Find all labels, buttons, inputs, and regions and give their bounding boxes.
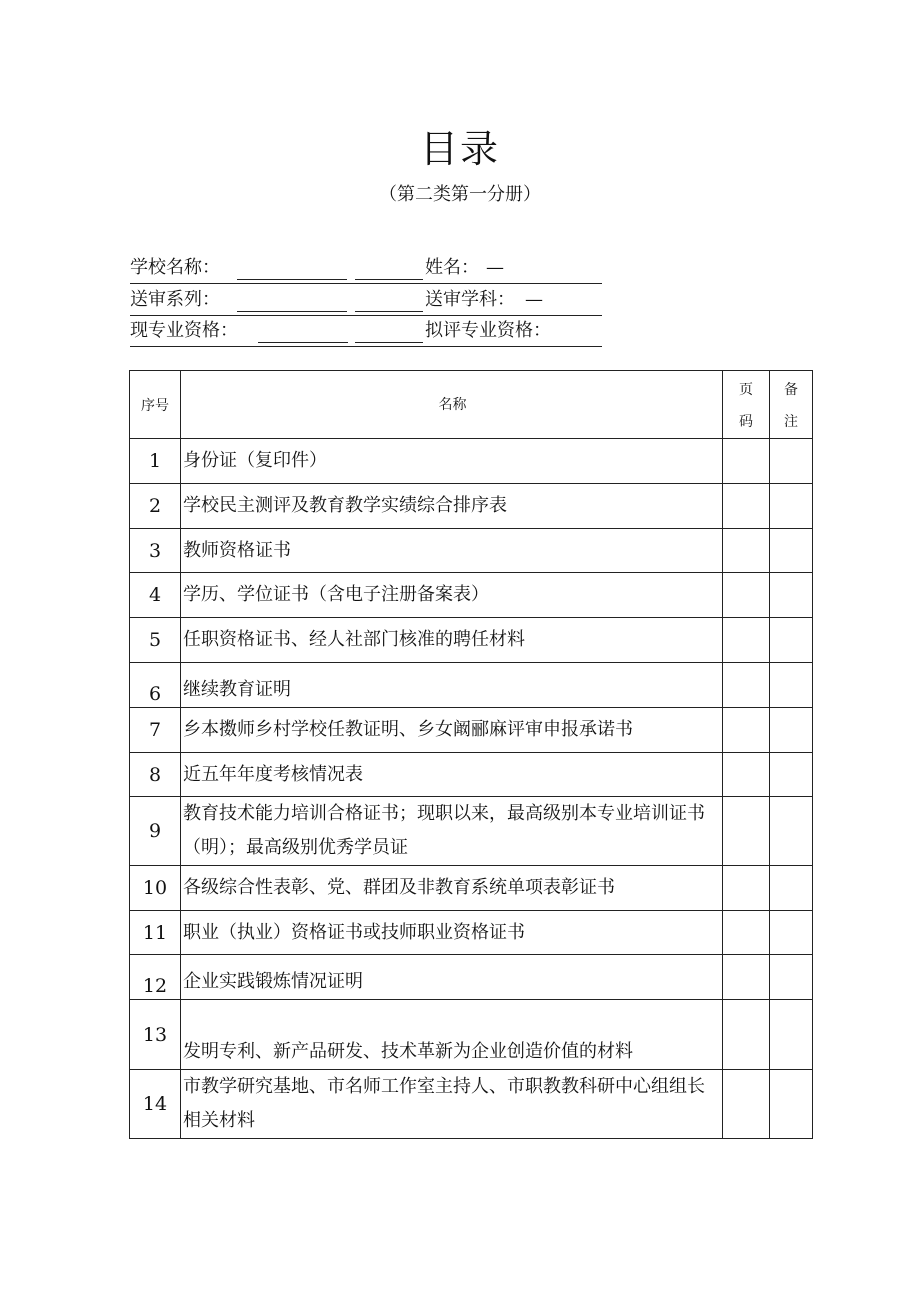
table-row (130, 529, 813, 573)
row-num: 12 (130, 955, 181, 1000)
table-row (130, 753, 813, 797)
table-row (130, 955, 813, 1000)
row-num: 13 (130, 1000, 181, 1070)
row-num: 4 (130, 573, 181, 618)
proposed-qualification-label: 拟评专业资格： (425, 320, 551, 341)
row-name: 各级综合性表彰、党、群团及非教育系统单项表彰证书 (181, 866, 723, 911)
row-page-cell (723, 1000, 770, 1070)
row-note-cell (770, 708, 813, 753)
row-page-cell (723, 797, 770, 866)
header-page-char-1: 页 (739, 381, 753, 398)
row-note-cell (770, 1000, 813, 1070)
row-page-cell (723, 866, 770, 911)
row-name: 学历、学位证书（含电子注册备案表） (181, 573, 723, 618)
row-name: 学校民主测评及教育教学实绩综合排序表 (181, 484, 723, 529)
row-page-cell (723, 753, 770, 797)
row-num: 9 (130, 797, 181, 866)
subject-value: — (525, 289, 543, 310)
header-num: 序号 (130, 371, 181, 439)
document-title: 目录 (419, 127, 500, 171)
row-page-cell (723, 618, 770, 663)
header-page (723, 371, 770, 439)
row-name: 市教学研究基地、市名师工作室主持人、市职教教科研中心组组长相关材料 (181, 1070, 723, 1139)
row-note-cell (770, 618, 813, 663)
table-row (130, 618, 813, 663)
row-name: 教师资格证书 (181, 529, 723, 573)
header-note-char-2: 注 (784, 413, 798, 430)
school-blank-2 (355, 279, 423, 280)
current-blank-1 (258, 342, 348, 343)
series-blank-1 (237, 311, 347, 312)
name-label: 姓名： (425, 257, 479, 278)
table-row (130, 866, 813, 911)
row-name: 乡本擞师乡村学校任教证明、乡女阚郦麻评审申报承诺书 (181, 708, 723, 753)
school-blank-1 (237, 279, 347, 280)
series-blank-2 (355, 311, 423, 312)
row-num: 3 (130, 529, 181, 573)
name-value: — (486, 257, 504, 278)
row-page-cell (723, 911, 770, 955)
row-name: 企业实践锻炼情况证明 (181, 955, 723, 1000)
contents-table (129, 370, 813, 1139)
row-page-cell (723, 439, 770, 484)
row-name: 继续教育证明 (181, 663, 723, 708)
row-num: 6 (130, 663, 181, 708)
row-note-cell (770, 573, 813, 618)
table-row (130, 484, 813, 529)
row-page-cell (723, 663, 770, 708)
row-page-cell (723, 708, 770, 753)
row-name: 任职资格证书、经人社部门核准的聘任材料 (181, 618, 723, 663)
row-note-cell (770, 911, 813, 955)
row-note-cell (770, 797, 813, 866)
row-page-cell (723, 529, 770, 573)
series-label: 送审系列： (130, 289, 220, 310)
header-name: 名称 (181, 371, 723, 439)
info-line-series (130, 285, 602, 316)
table-row (130, 797, 813, 866)
table-row (130, 708, 813, 753)
row-page-cell (723, 484, 770, 529)
row-num: 8 (130, 753, 181, 797)
table-header-row (130, 371, 813, 439)
table-row (130, 573, 813, 618)
row-num: 10 (130, 866, 181, 911)
row-num: 14 (130, 1070, 181, 1139)
table-row (130, 663, 813, 708)
info-line-qualification (130, 316, 602, 347)
current-blank-2 (355, 342, 423, 343)
table-row (130, 1000, 813, 1070)
document-subtitle: （第二类第一分册） (379, 184, 541, 205)
table-row (130, 1070, 813, 1139)
row-name: 职业（执业）资格证书或技师职业资格证书 (181, 911, 723, 955)
row-name: 教育技术能力培训合格证书；现职以来，最高级别本专业培训证书（明）；最高级别优秀学员证 (181, 797, 723, 866)
row-page-cell (723, 1070, 770, 1139)
row-num: 11 (130, 911, 181, 955)
row-note-cell (770, 1070, 813, 1139)
row-num: 1 (130, 439, 181, 484)
row-page-cell (723, 955, 770, 1000)
row-note-cell (770, 529, 813, 573)
row-note-cell (770, 753, 813, 797)
row-num: 2 (130, 484, 181, 529)
header-note-char-1: 备 (784, 381, 798, 398)
row-note-cell (770, 439, 813, 484)
current-qualification-label: 现专业资格： (130, 320, 238, 341)
row-note-cell (770, 663, 813, 708)
row-note-cell (770, 866, 813, 911)
row-name: 身份证（复印件） (181, 439, 723, 484)
row-note-cell (770, 955, 813, 1000)
row-num: 7 (130, 708, 181, 753)
subject-label: 送审学科： (425, 289, 515, 310)
table-row (130, 911, 813, 955)
table-row (130, 439, 813, 484)
header-page-char-2: 码 (739, 413, 753, 430)
school-label: 学校名称： (130, 257, 220, 278)
info-line-school (130, 253, 602, 284)
row-num: 5 (130, 618, 181, 663)
header-note (770, 371, 813, 439)
row-note-cell (770, 484, 813, 529)
row-name: 近五年年度考核情况表 (181, 753, 723, 797)
row-page-cell (723, 573, 770, 618)
row-name: 发明专利、新产品研发、技术革新为企业创造价值的材料 (181, 1000, 723, 1070)
